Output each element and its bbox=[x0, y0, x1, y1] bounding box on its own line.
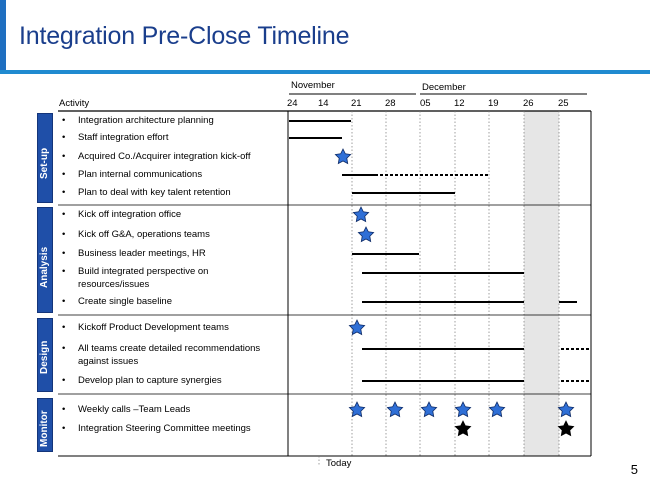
star-kickoff-icon bbox=[335, 149, 350, 163]
day-label: 05 bbox=[420, 98, 431, 109]
page-number: 5 bbox=[630, 462, 638, 477]
month-november: November bbox=[291, 80, 335, 91]
section-analysis bbox=[37, 207, 53, 313]
day-label: 24 bbox=[287, 98, 298, 109]
day-label: 14 bbox=[318, 98, 329, 109]
star-weekly-call-6-icon bbox=[558, 402, 573, 416]
day-label: 28 bbox=[385, 98, 396, 109]
star-weekly-call-5-icon bbox=[489, 402, 504, 416]
day-label: 12 bbox=[454, 98, 465, 109]
section-design bbox=[37, 318, 53, 392]
holiday-shade bbox=[524, 111, 559, 456]
section-label-setup: Set-up bbox=[39, 147, 50, 179]
star-integration-office-icon bbox=[353, 207, 368, 221]
month-december: December bbox=[422, 82, 466, 93]
day-label: 21 bbox=[351, 98, 362, 109]
activity-header: Activity bbox=[59, 98, 90, 109]
section-label-design: Design bbox=[39, 340, 50, 374]
page-title: Integration Pre-Close Timeline bbox=[19, 22, 350, 50]
section-setup bbox=[37, 113, 53, 203]
section-monitor bbox=[37, 398, 53, 452]
day-label: 19 bbox=[488, 98, 499, 109]
star-weekly-call-1-icon bbox=[349, 402, 364, 416]
today-label: Today bbox=[326, 458, 352, 469]
day-label: 26 bbox=[523, 98, 534, 109]
star-weekly-call-4-icon bbox=[455, 402, 470, 416]
star-steering-1-icon bbox=[455, 421, 470, 435]
star-weekly-call-2-icon bbox=[387, 402, 402, 416]
day-label: 25 bbox=[558, 98, 569, 109]
star-ga-operations-icon bbox=[358, 227, 373, 241]
section-label-monitor: Monitor bbox=[39, 410, 50, 447]
section-label-analysis: Analysis bbox=[39, 246, 50, 288]
star-steering-2-icon bbox=[558, 421, 573, 435]
star-weekly-call-3-icon bbox=[421, 402, 436, 416]
